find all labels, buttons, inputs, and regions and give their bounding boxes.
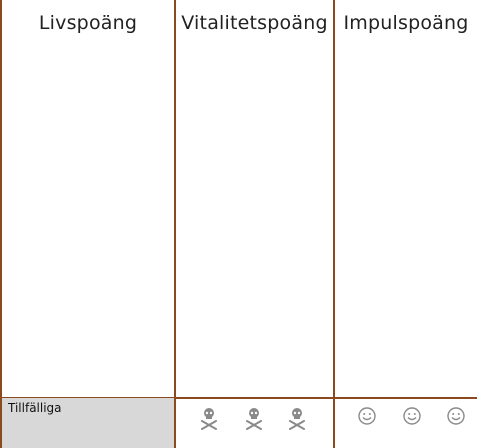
skull-crossbones-icon [198, 406, 220, 432]
sheet-border-left [0, 0, 2, 448]
skull-crossbones-icon [243, 406, 265, 432]
column-divider-2 [333, 0, 335, 448]
smiley-face-icon [356, 406, 378, 432]
header-impulse-points: Impulspoäng [343, 12, 469, 34]
temporary-label: Tillfälliga [8, 401, 62, 415]
smiley-face-icon [445, 406, 467, 432]
column-divider-1 [174, 0, 176, 448]
skull-crossbones-icon [286, 406, 308, 432]
smiley-face-icon [401, 406, 423, 432]
header-life-points: Livspoäng [38, 12, 138, 34]
header-vitality-points: Vitalitetspoäng [181, 12, 328, 34]
